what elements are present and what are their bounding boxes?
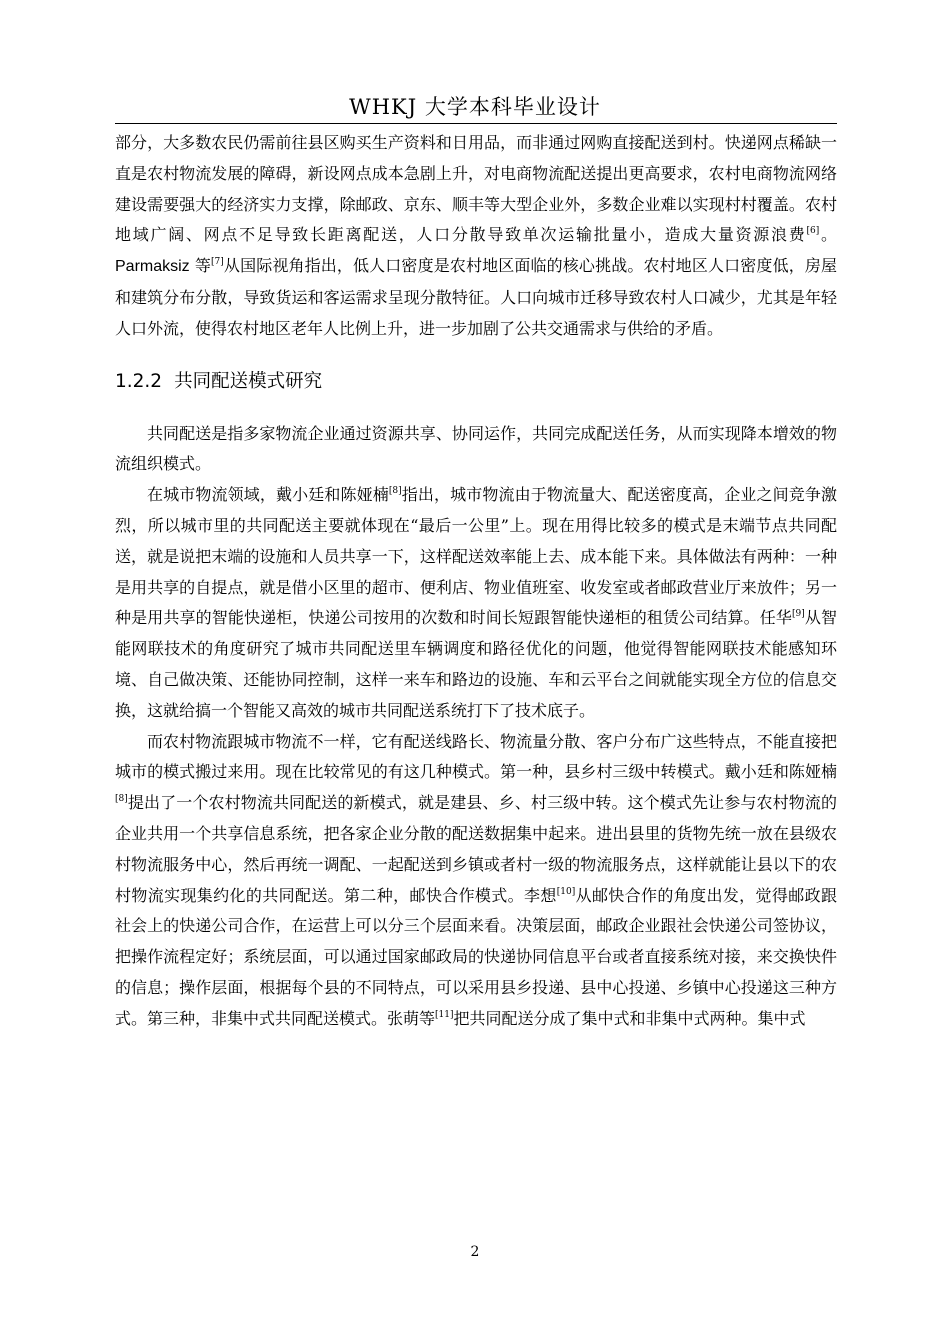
citation-8: [8] — [115, 794, 128, 805]
paragraph-definition: 共同配送是指多家物流企业通过资源共享、协同运作，共同完成配送任务，从而实现降本增效的物流组织模式。 — [115, 423, 837, 474]
section-heading — [115, 367, 837, 397]
paragraph-urban — [115, 480, 837, 726]
text-span: 提出了一个农村物流共同配送的新模式，就是建县、乡、村三级中转。这个模式先让参与农村物流的企业共用一个共享信息系统，把各家企业分散的配送数据集中起来。进出县里的货物先统一放在县级农村物流服务中心，然后再统一调配、一起配送到乡镇或者村一级的物流服务点，这样就能让县以下的农村物流实现集约化的共同配送。第二种，邮快合作模式。李想 — [115, 793, 837, 905]
author-name: Parmaksiz — [115, 258, 190, 276]
text-span: 把共同配送分成了集中式和非集中式两种。集中式 — [453, 1008, 806, 1028]
text-span: 指出，城市物流由于物流量大、配送密度高，企业之间竞争激烈，所以城市里的共同配送主要就体现在“最后一公里”上。现在用得比较多的模式是末端节点共同配送，就是说把末端的设施和人员共享一下，这样配送效率能上去、成本能下来。具体做法有两种：一种是用共享的自提点，就是借小区里的超市、便利店、物业值班室、收发室或者邮政营业厅来放件；另一种是用共享的智能快递柜，快递公司按用的次数和时间长短跟智能快递柜的租赁公司结算。任华 — [115, 485, 837, 628]
text-span: 在城市物流领域，戴小廷和陈娅楠 — [147, 485, 389, 505]
document-body — [115, 128, 837, 1035]
page-number: 2 — [470, 1244, 480, 1260]
citation-10: [10] — [556, 886, 576, 897]
citation-11: [11] — [435, 1009, 454, 1020]
text-span: 从智能网联技术的角度研究了城市共同配送里车辆调度和路径优化的问题，他觉得智能网联技术能感知环境、自己做决策、还能协同控制，这样一来车和路边的设施、车和云平台之间就能实现全方位的信息交换，这就给搞一个智能又高效的城市共同配送系统打下了技术底子。 — [115, 608, 837, 720]
text-span: 从邮快合作的角度出发，觉得邮政跟社会上的快递公司合作，在运营上可以分三个层面来看。决策层面，邮政企业跟社会快递公司签协议，把操作流程定好；系统层面，可以通过国家邮政局的快递协同信息平台或者直接系统对接，来交换快件的信息；操作层面，根据每个县的不同特点，可以采用县乡投递、县中心投递、乡镇中心投递这三种方式。第三种，非集中式共同配送模式。张萌等 — [115, 885, 837, 1028]
section-number: 1.2.2 — [115, 370, 163, 392]
citation-6: [6] — [806, 226, 820, 237]
text-span: 部分，大多数农民仍需前往县区购买生产资料和日用品，而非通过网购直接配送到村。快递网点稀缺一直是农村物流发展的障碍，新设网点成本急剧上升，对电商物流配送提出更高要求，农村电商物流网络建设需要强大的经济实力支撑，除邮政、京东、顺丰等大型企业外，多数企业难以实现村村覆盖。农村地域广阔、网点不足导致长距离配送，人口分散导致单次运输批量小，造成大量资源浪费 — [115, 133, 837, 245]
page-header — [0, 93, 950, 121]
citation-9: [9] — [791, 609, 805, 620]
text-span: 而农村物流跟城市物流不一样，它有配送线路长、物流量分散、客户分布广这些特点，不能直接把城市的模式搬过来用。现在比较常见的有这几种模式。第一种，县乡村三级中转模式。戴小廷和陈娅楠 — [115, 731, 837, 782]
text-span: 。 — [819, 225, 837, 245]
citation-7: [7] — [211, 257, 224, 268]
text-span: 等 — [189, 256, 212, 276]
header-title: WHKJ 大学本科毕业设计 — [349, 95, 601, 119]
paragraph-rural — [115, 727, 837, 1035]
continued-paragraph — [115, 128, 837, 345]
citation-8: [8] — [388, 486, 402, 497]
header-rule — [115, 123, 837, 124]
text-span: 从国际视角指出，低人口密度是农村地区面临的核心挑战。农村地区人口密度低，房屋和建筑分布分散，导致货运和客运需求呈现分散特征。人口向城市迁移导致农村人口减少，尤其是年轻人口外流，使得农村地区老年人比例上升，进一步加剧了公共交通需求与供给的矛盾。 — [115, 256, 837, 338]
section-title: 共同配送模式研究 — [174, 370, 323, 392]
